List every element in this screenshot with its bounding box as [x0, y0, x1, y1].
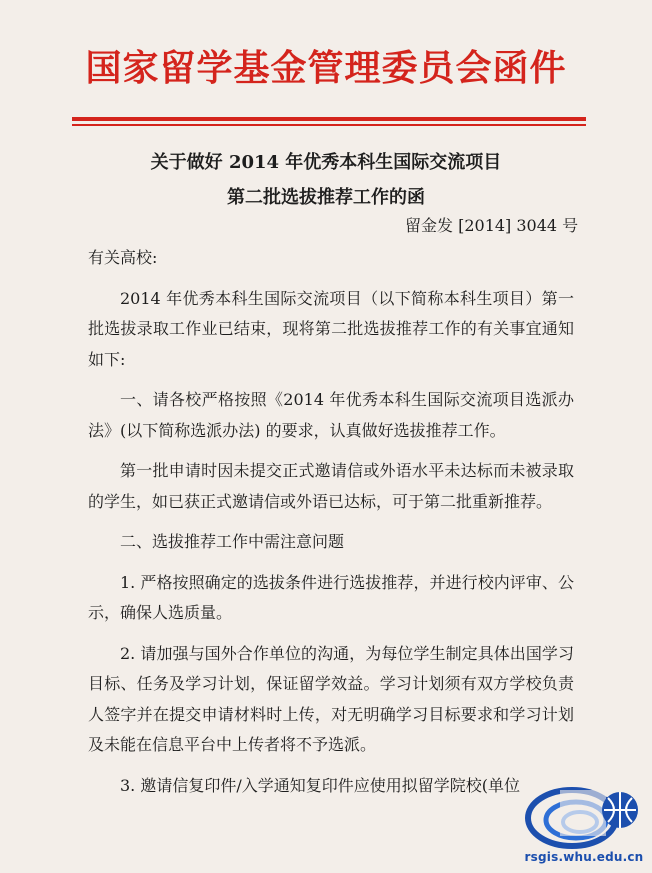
paragraph-section-1: 一、请各校严格按照《2014 年优秀本科生国际交流项目选派办法》(以下简称选派办法) 的要求，认真做好选拔推荐工作。	[88, 390, 574, 440]
paragraph-first-batch-note: 第一批申请时因未提交正式邀请信或外语水平未达标而未被录取的学生，如已获正式邀请信或外语已达标，可于第二批重新推荐。	[88, 461, 574, 511]
letter-body	[88, 243, 574, 811]
document-title-line-2: 第二批选拔推荐工作的函	[227, 187, 425, 208]
masthead-thick-rule	[72, 117, 586, 121]
paragraph-intro: 2014 年优秀本科生国际交流项目（以下简称本科生项目）第一批选拔录取工作业已结束，现将第二批选拔推荐工作的有关事宜通知如下:	[88, 288, 574, 369]
masthead-thin-rule	[72, 124, 586, 126]
salutation: 有关高校:	[88, 248, 158, 267]
paragraph-section-2-heading: 二、选拔推荐工作中需注意问题	[120, 532, 345, 551]
masthead-title: 国家留学基金管理委员会函件	[85, 47, 567, 89]
paragraph-item-1: 1. 严格按照确定的选拔条件进行选拔推荐，并进行校内评审、公示，确保人选质量。	[88, 572, 574, 622]
document-number: 留金发 [2014] 3044 号	[405, 216, 579, 235]
watermark-logo	[520, 780, 648, 872]
paragraph-item-3: 3. 邀请信复印件/入学通知复印件应使用拟留学院校(单位	[120, 775, 520, 795]
watermark-url: rsgis.whu.edu.cn	[524, 850, 644, 864]
globe-logo-icon	[520, 780, 648, 852]
document-title-line-1: 关于做好 2014 年优秀本科生国际交流项目	[150, 152, 502, 173]
paragraph-item-2: 2. 请加强与国外合作单位的沟通，为每位学生制定具体出国学习目标、任务及学习计划，保证留学效益。学习计划须有双方学校负责人签字并在提交申请材料时上传，对无明确学习目标要求和学习计划及未能在信息平台中上传者将不予选派。	[88, 643, 574, 754]
